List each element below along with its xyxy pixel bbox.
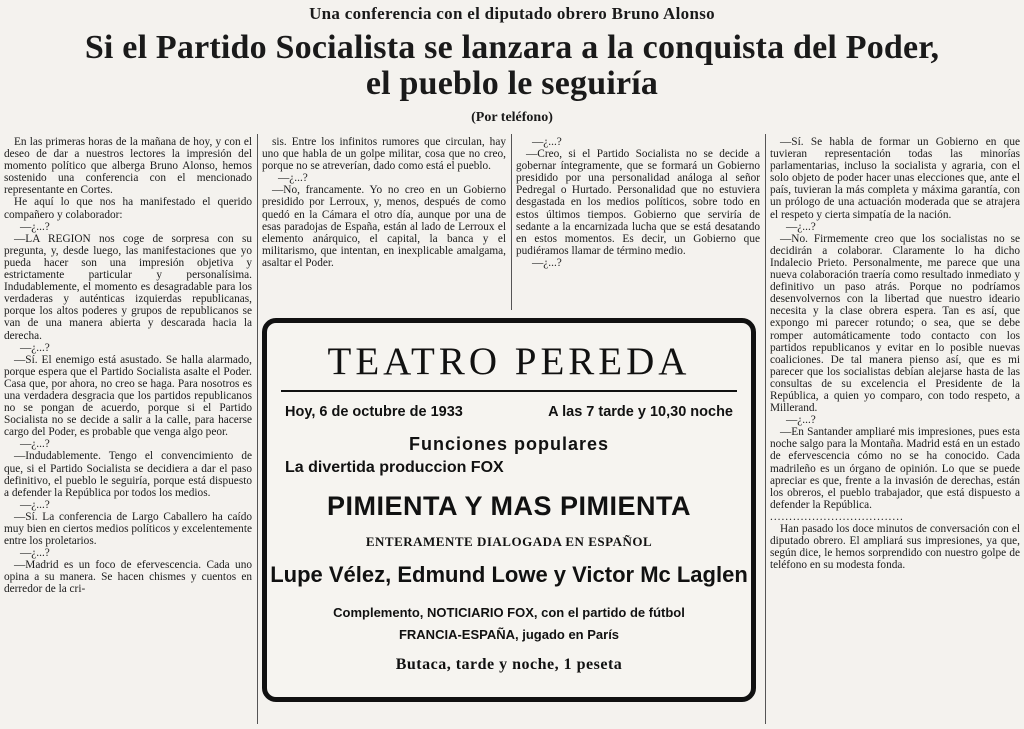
article-paragraph: —¿...? (278, 172, 308, 185)
ad-film-title: PIMIENTA Y MAS PIMIENTA (326, 491, 692, 521)
ad-divider (281, 390, 737, 392)
ad-cast: Lupe Vélez, Edmund Lowe y Victor Mc Laglen (270, 562, 748, 587)
article-column-4 (770, 136, 1020, 726)
column-rule (257, 134, 258, 724)
article-kicker: Una conferencia con el diputado obrero Bruno Alonso (309, 4, 715, 23)
article-paragraph: —¿...? (20, 341, 50, 354)
article-paragraph: —En Santander ampliaré mis impresiones, pues esta noche salgo para la Montaña. Madrid está en un estado de efervescencia cómo no se ha conocido. Cada madrileño es un órgano de opinión. Lo que se puede apreciar es que, frente a la invasión de derechas, están los obreros, el pueblo trabajador, que está dispuesto a defender la República. (770, 426, 1020, 511)
ad-complement-line-2: FRANCIA-ESPAÑA, jugado en París (398, 627, 620, 642)
theater-advertisement (262, 318, 756, 702)
article-paragraph: —Sí. El enemigo está asustado. Se halla alarmado, porque espera que el Partido Socialista asalte el Poder. Casa que, por ahora, no creo se haga. Para nosotros es una verdadera desgracia que los partidos republicanos no se pongan de acuerdo, porque si el Partido Socialista no se decide a salir a la calle, para hacerse cargo del Poder, es probable que venga algo peor. (4, 353, 252, 439)
article-paragraph: —LA REGION nos coge de sorpresa con su pregunta, y, desde luego, las manifestaciones que yo pueda hacer son una impresión objetiva y estrictamente particular y personalísima. Indudablemente, el momento es desagradable para los verdaderas y auténticas izquierdas republicanas, porque los altos poderes y grupos de republicanos se van de una manera abierta y descarada hacia la derecha. (4, 232, 252, 342)
article-headline (4, 30, 1020, 102)
ad-complement (267, 602, 751, 646)
article-paragraph: —¿...? (786, 414, 816, 427)
column-rule (511, 134, 512, 310)
ad-dialog-note: ENTERAMENTE DIALOGADA EN ESPAÑOL (365, 534, 653, 549)
article-paragraph: Han pasado los doce minutos de conversación con el diputado obrero. El ampliará sus impresiones, ya que, según dice, le hemos sorprendido con nuestro golpe de teléfono en su modesta fonda. (770, 523, 1020, 572)
ad-date-row (285, 404, 733, 420)
ad-price: Butaca, tarde y noche, 1 peseta (395, 656, 623, 673)
article-column-1 (4, 136, 252, 726)
article-paragraph: En las primeras horas de la mañana de hoy, y con el deseo de dar a nuestros lectores la impresión del momento político que alberga Bruno Alonso, hemos sostenido una conferencia con el mencionado representante en Cortes. (4, 136, 252, 197)
article-column-2 (262, 136, 506, 312)
headline-line-1: Si el Partido Socialista se lanzara a la conquista del Poder, (84, 29, 940, 66)
article-paragraph: He aquí lo que nos ha manifestado el querido compañero y colaborador: (4, 196, 252, 221)
ad-times: A las 7 tarde y 10,30 noche (548, 404, 733, 420)
ad-date: Hoy, 6 de octubre de 1933 (285, 404, 463, 420)
article-paragraph: —¿...? (532, 136, 562, 148)
ad-complement-line-1: Complemento, NOTICIARIO FOX, con el partido de fútbol (333, 605, 685, 620)
ad-functions: Funciones populares (408, 434, 610, 454)
article-paragraph: —¿...? (786, 220, 816, 233)
column-rule (765, 134, 766, 724)
article-paragraph: —Madrid es un foco de efervescencia. Cada uno opina a su manera. Se hacen chismes y cuentos en derredor de la cri- (4, 559, 252, 596)
article-paragraph: —¿...? (20, 547, 50, 560)
article-paragraph: —Sí. La conferencia de Largo Caballero ha caído muy bien en ciertos medios políticos y excelentemente entre los proletarios. (4, 510, 252, 548)
article-paragraph: —No. Firmemente creo que los socialistas no se decidirán a colaborar. Claramente lo ha dicho Indalecio Prieto. Personalmente, me parece que una nueva colaboración traería como resultado inmediato y definitivo un paso atrás. Porque no podríamos desenvolvernos con la libertad que nuestro ideario necesita y la clase obrera espera. Tan es así, que expongo mi parecer rotundo; o sea, que se debe romper automáticamente todo contacto con los partidos republicanos y evitar en lo posible nuevas coaliciones. De tal manera pienso así, que es mi parecer que los socialistas debían alejarse hasta de las consultas de su excelencia el Presidente de la República, a quien yo comparo, con todo respeto, a Millerand. (770, 232, 1020, 415)
article-paragraph: ................................... (770, 510, 904, 523)
article-paragraph: —¿...? (20, 220, 50, 233)
article-byline: (Por teléfono) (471, 110, 553, 125)
ad-production: La divertida produccion FOX (285, 459, 504, 476)
article-paragraph: —Creo, si el Partido Socialista no se decide a gobernar íntegramente, que se formará un Gobierno presidido por una personalidad análoga al señor Pedregal o Hurtado. Personalidad que no estuviera desgastada en los medios políticos, sobre todo en estos últimos tiempos. Gobierno que serviría de sedante a la encarnizada lucha que se está desatando en estos momentos. Es decir, un Gobierno que pudiéramos llamar de término medio. (516, 148, 760, 257)
article-paragraph: —¿...? (20, 498, 50, 511)
article-paragraph: sis. Entre los infinitos rumores que circulan, hay uno que habla de un golpe militar, cosa que no creo, porque no se atreverían, dado como está el pueblo. (262, 136, 506, 173)
ad-title: TEATRO PEREDA (327, 340, 691, 383)
article-paragraph: —No, francamente. Yo no creo en un Gobierno presidido por Lerroux, y, menos, después de como quedó en la Cámara el otro día, aunque por una de esas paradojas de España, están al lado de Lerroux el elemento anárquico, el capital, la banca y el militarismo, que intentan, en inexplicable amalgama, asaltar el Poder. (262, 184, 506, 269)
article-paragraph: —Sí. Se habla de formar un Gobierno en que tuvieran representación todas las minorías parlamentarias, incluso la socialista y agraria, con el solo objeto de poder hacer unas elecciones que, ante el país, tuvieran la más completa y máxima garantía, con un prólogo de una actuación moderada que se atrajera el respeto y cierta simpatía de la nación. (770, 136, 1020, 221)
article-paragraph: —¿...? (532, 256, 562, 269)
article-paragraph: —Indudablemente. Tengo el convencimiento de que, si el Partido Socialista se decidiera a dar el paso definitivo, el pueblo le seguiría, porque está dispuesto a defender la República por todos los medios. (4, 450, 252, 499)
article-paragraph: —¿...? (20, 438, 50, 451)
headline-line-2: el pueblo le seguiría (365, 65, 659, 102)
article-column-3 (516, 136, 760, 312)
